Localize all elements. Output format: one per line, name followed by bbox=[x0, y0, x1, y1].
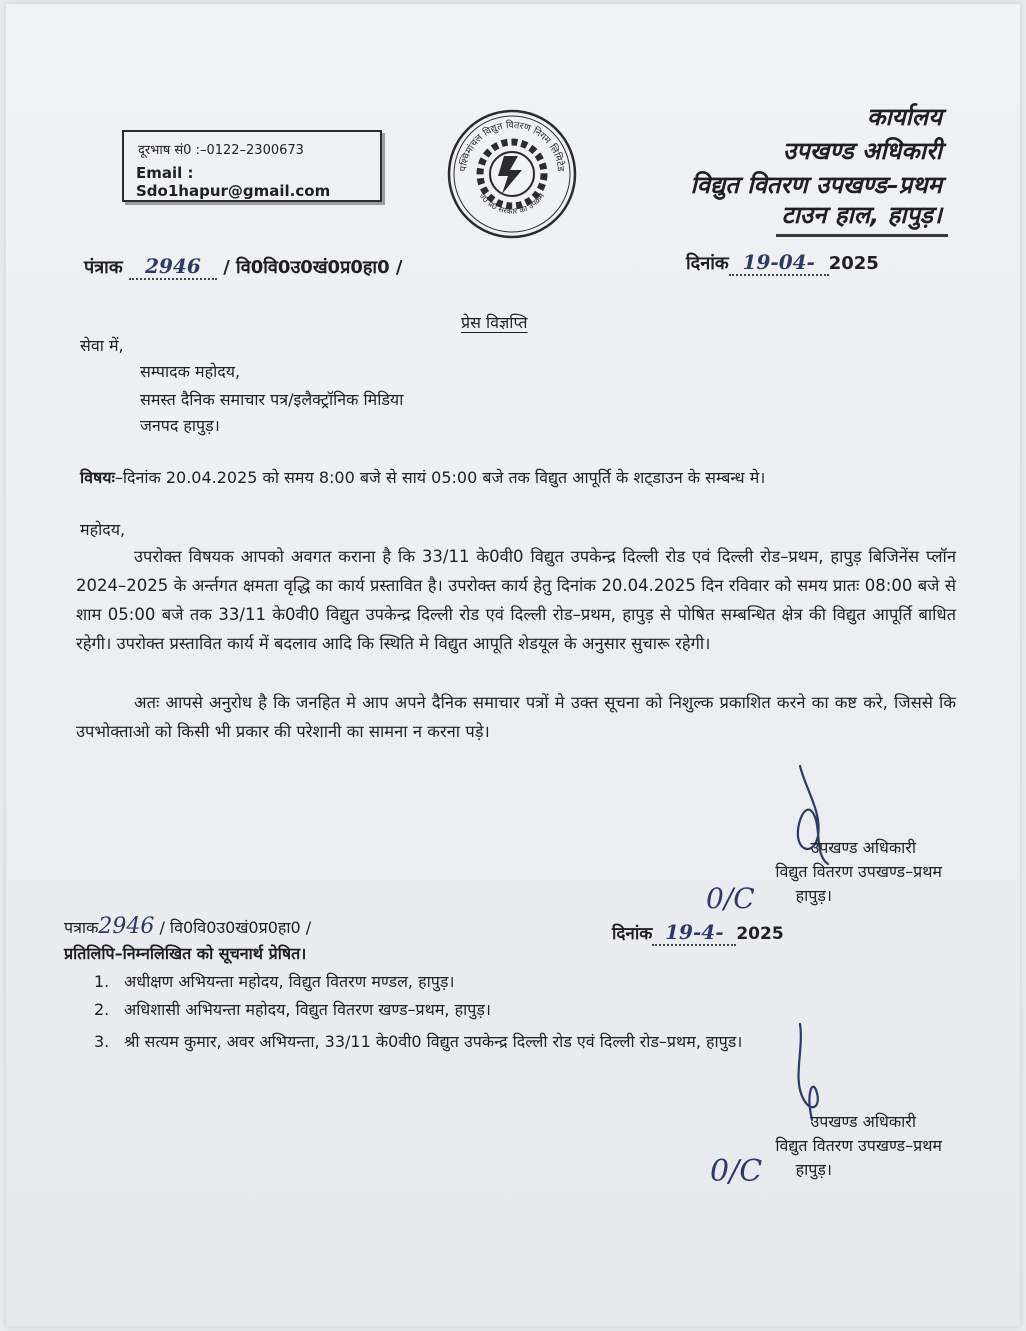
letter-ref-suffix: / वि0वि0उ0खं0प्र0हा0 / bbox=[223, 257, 403, 278]
copy-date bbox=[612, 920, 784, 946]
letter-date-year: 2025 bbox=[828, 253, 879, 274]
sig1-city: हापुड़। bbox=[795, 886, 832, 905]
letter-date-label: दिनांक bbox=[686, 253, 729, 274]
contact-box bbox=[122, 130, 382, 202]
body-paragraph-2: अतः आपसे अनुरोध है कि जनहित मे आप अपने दैनिक समाचार पत्रों मे उक्त सूचना को निशुल्क प्रकाशित करने का कष्ट करे, जिससे कि उपभोक्ताओ को किसी भी प्रकार की परेशानी का सामना न करना पड़े। bbox=[76, 693, 956, 741]
copy-item-text: अधिशासी अभियन्ता महोदय, विद्युत वितरण खण्ड–प्रथम, हापुड़। bbox=[124, 1000, 491, 1019]
copy-ref-label: पत्राक bbox=[64, 918, 99, 937]
letter-ref-number: 2946 bbox=[145, 254, 201, 278]
copy-date-year: 2025 bbox=[736, 924, 784, 944]
emblem-text: पश्चिमांचल विद्युत वितरण निगम लिमिटेड bbox=[458, 119, 566, 173]
office-line-1: कार्यालय bbox=[867, 103, 942, 131]
body-paragraph-1: उपरोक्त विषयक आपको अवगत कराना है कि 33/11 के0वी0 विद्युत उपकेन्द्र दिल्ली रोड एवं दिल्ली रोड–प्रथम, हापुड़ बिजिनेंस प्लॉन 2024–2025 के अर्न्तगत क्षमता वृद्धि का कार्य प्रस्तावित है। उपरोक्त कार्य हेतु दिनांक 20.04.2025 दिन रविवार को समय प्रातः 08:00 बजे से शाम 05:00 बजे तक 33/11 के0वी0 विद्युत उपकेन्द्र दिल्ली रोड एवं दिल्ली रोड–प्रथम, हापुड़ से पोषित सम्बन्धित क्षेत्र की विद्युत आपूर्ति बाधित रहेगी। उपरोक्त प्रस्तावित कार्य में बदलाव आदि कि स्थिति मे विद्युत आपूति शेडयूल के अनुसार सुचारू रहेगी। bbox=[76, 547, 956, 653]
copy-date-value: 19-4- bbox=[665, 920, 724, 944]
copy-item bbox=[94, 998, 491, 1020]
copy-date-label: दिनांक bbox=[612, 924, 653, 944]
addressee-line-3: जनपद हापुड़। bbox=[140, 416, 220, 435]
subject-label: विषयः bbox=[80, 468, 115, 487]
copy-item-text: श्री सत्यम कुमार, अवर अभियन्ता, 33/11 के0वी0 विद्युत उपकेन्द्र दिल्ली रोड एवं दिल्ली रोड–प्रथम, हापुड। bbox=[124, 1032, 743, 1051]
sig2-office: विद्युत वितरण उपखण्ड–प्रथम bbox=[775, 1136, 942, 1155]
addressee-line-2: समस्त दैनिक समाचार पत्र/इलैक्ट्रॉनिक मिडिया bbox=[140, 390, 404, 409]
press-release-title: प्रेस विज्ञप्ति bbox=[461, 313, 528, 332]
copy-ref-number: 2946 bbox=[98, 914, 155, 939]
emblem-subtext: उ0 प्र0 सरकार का उपक्रम bbox=[477, 191, 547, 216]
document-page bbox=[6, 4, 1020, 1326]
copy-item-number: 1. bbox=[94, 972, 110, 991]
subject-text: –दिनांक 20.04.2025 को समय 8:00 बजे से सायं 05:00 बजे तक विद्युत आपूर्ति के शट्डाउन के सम्बन्ध मे। bbox=[114, 468, 766, 487]
sig2-city: हापुड़। bbox=[795, 1160, 832, 1179]
copy-intro: प्रतिलिपि–निम्नलिखित को सूचनार्थ प्रेषित। bbox=[64, 944, 307, 963]
letter-ref-label: पंत्राक bbox=[84, 257, 123, 278]
copy-ref-suffix: / वि0वि0उ0खं0प्र0हा0 / bbox=[159, 918, 312, 937]
copy-ref bbox=[64, 914, 311, 939]
copy-item-number: 2. bbox=[94, 1000, 110, 1019]
signature-block-2 bbox=[775, 1110, 942, 1182]
copy-item-text: अधीक्षण अभियन्ता महोदय, विद्युत वितरण मण्डल, हापुड़। bbox=[124, 972, 455, 991]
copy-item bbox=[94, 1030, 742, 1052]
addressee-line-1: सम्पादक महोदय, bbox=[140, 362, 241, 381]
office-line-4: टाउन हाल, हापुड़। bbox=[781, 201, 942, 229]
company-emblem bbox=[446, 108, 578, 240]
sig1-handwritten-oc: 0/C bbox=[706, 882, 755, 915]
signature-block-1 bbox=[775, 836, 942, 908]
office-line-2: उपखण्ड अधिकारी bbox=[782, 137, 942, 165]
letter-date bbox=[686, 250, 879, 276]
sig2-handwritten-oc: 0/C bbox=[710, 1154, 763, 1189]
office-line-3: विद्युत वितरण उपखण्ड–प्रथम bbox=[690, 171, 942, 199]
salutation: महोदय, bbox=[80, 520, 126, 539]
sig2-designation: उपखण्ड अधिकारी bbox=[810, 1112, 916, 1131]
letter-date-value: 19-04- bbox=[742, 250, 815, 274]
header-rule bbox=[776, 234, 948, 237]
contact-email: Email : Sdo1hapur@gmail.com bbox=[136, 164, 331, 200]
copy-item bbox=[94, 970, 454, 992]
subject-line bbox=[80, 466, 765, 488]
contact-phone: दूरभाष सं0 :–0122–2300673 bbox=[138, 143, 304, 158]
copy-item-number: 3. bbox=[94, 1032, 110, 1051]
sig1-office: विद्युत वितरण उपखण्ड–प्रथम bbox=[775, 862, 942, 881]
addressee-to: सेवा में, bbox=[80, 336, 124, 355]
letter-ref bbox=[84, 254, 402, 280]
sig1-designation: उपखण्ड अधिकारी bbox=[810, 838, 916, 857]
